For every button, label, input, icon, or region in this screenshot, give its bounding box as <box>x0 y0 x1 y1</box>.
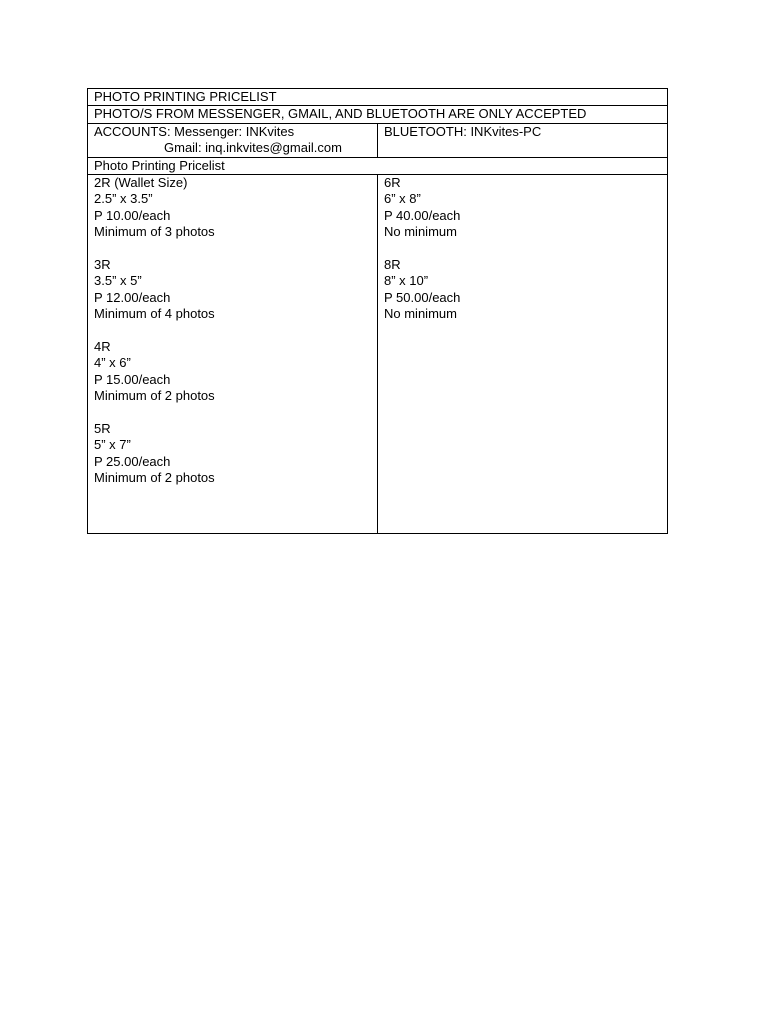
item-size: 2.5” x 3.5” <box>94 191 153 207</box>
item-minimum: No minimum <box>384 224 457 240</box>
items-row <box>88 175 668 534</box>
item-minimum: Minimum of 2 photos <box>94 470 215 486</box>
item-minimum: Minimum of 3 photos <box>94 224 215 240</box>
item-size: 5” x 7” <box>94 437 131 453</box>
price-item-3r <box>94 257 371 323</box>
item-size: 3.5” x 5” <box>94 273 142 289</box>
subheading-row <box>88 157 668 174</box>
item-price: P 10.00/each <box>94 207 171 223</box>
item-price: P 40.00/each <box>384 207 461 223</box>
item-price: P 50.00/each <box>384 289 461 305</box>
item-name: 3R <box>94 257 111 273</box>
price-item-5r <box>94 421 371 487</box>
item-name: 8R <box>384 257 401 273</box>
right-items-cell <box>378 175 668 534</box>
gmail-account: Gmail: inq.inkvites@gmail.com <box>164 140 342 156</box>
title-row <box>88 89 668 106</box>
bluetooth-account: BLUETOOTH: INKvites-PC <box>384 123 542 139</box>
item-price: P 25.00/each <box>94 453 171 469</box>
messenger-account: ACCOUNTS: Messenger: INKvites <box>94 123 295 139</box>
pricelist-subheading: Photo Printing Pricelist <box>88 157 668 174</box>
item-minimum: No minimum <box>384 306 457 322</box>
item-price: P 12.00/each <box>94 289 171 305</box>
bluetooth-cell <box>378 123 668 157</box>
pricelist-table <box>87 88 668 534</box>
item-minimum: Minimum of 2 photos <box>94 388 215 404</box>
item-size: 6” x 8” <box>384 191 421 207</box>
pricelist-title: PHOTO PRINTING PRICELIST <box>88 89 668 106</box>
accounts-cell <box>88 123 378 157</box>
item-size: 8” x 10” <box>384 273 429 289</box>
price-item-2r <box>94 175 371 241</box>
item-price: P 15.00/each <box>94 371 171 387</box>
item-size: 4” x 6” <box>94 355 131 371</box>
accepted-note-row <box>88 106 668 123</box>
item-name: 4R <box>94 339 111 355</box>
item-name: 2R (Wallet Size) <box>94 175 188 191</box>
accounts-row <box>88 123 668 157</box>
item-name: 5R <box>94 421 111 437</box>
price-item-8r <box>384 257 661 323</box>
left-items-cell <box>88 175 378 534</box>
accepted-sources-note: PHOTO/S FROM MESSENGER, GMAIL, AND BLUETOOTH ARE ONLY ACCEPTED <box>88 106 668 123</box>
price-item-6r <box>384 175 661 241</box>
price-item-4r <box>94 339 371 405</box>
item-name: 6R <box>384 175 401 191</box>
item-minimum: Minimum of 4 photos <box>94 306 215 322</box>
